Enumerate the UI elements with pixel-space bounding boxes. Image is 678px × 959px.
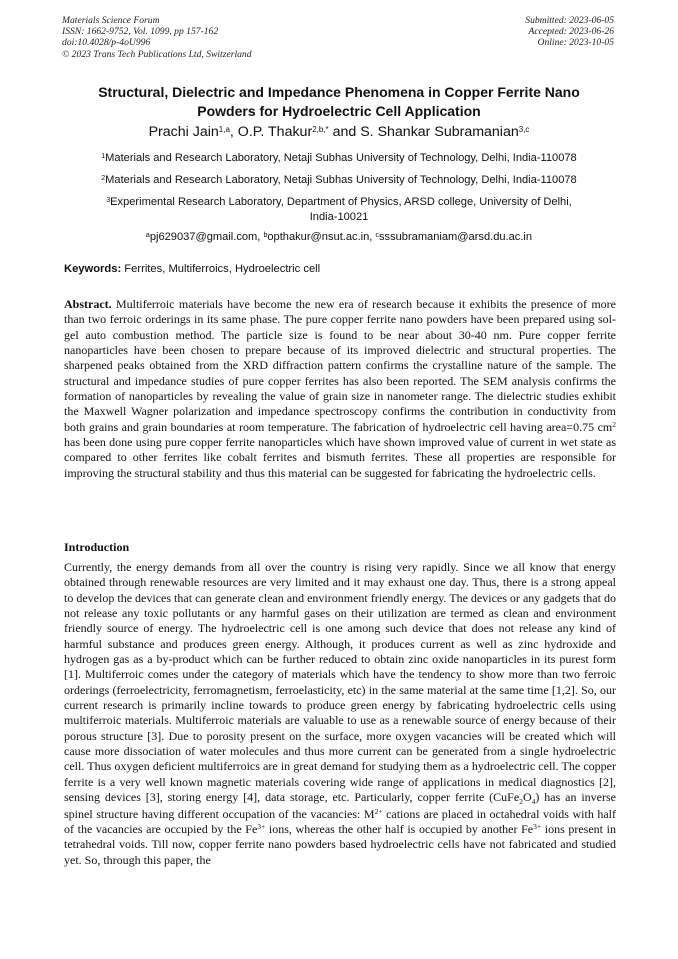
email-c-sup: c bbox=[375, 232, 379, 239]
affiliation-1-num: 1 bbox=[101, 153, 106, 160]
issn-volume: ISSN: 1662-9752, Vol. 1099, pp 157-162 bbox=[62, 26, 219, 38]
copyright: © 2023 Trans Tech Publications Ltd, Switzerland bbox=[62, 48, 252, 60]
online-date: Online: 2023-10-05 bbox=[537, 37, 614, 49]
abstract-text-2: has been done using pure copper ferrite nanoparticles which have shown improved value of current in wet state as compared to other ferrites like cobalt ferrites and bismuth ferrites. These all properties are responsible for improving the structural stability and thus this material can be suggested for fabricating the hydroelectric cells. bbox=[64, 435, 616, 480]
affiliation-2-num: 2 bbox=[101, 175, 106, 182]
intro-sub-4: 4 bbox=[531, 797, 536, 807]
affiliation-3-num: 3 bbox=[106, 197, 111, 204]
submitted-date: Submitted: 2023-06-05 bbox=[525, 15, 614, 26]
intro-text-4: cations are placed in octahedral voids with half of the vacancies are occupied by the Fe bbox=[64, 806, 617, 836]
abstract bbox=[64, 297, 616, 481]
title-line-1: Structural, Dielectric and Impedance Phenomena in Copper Ferrite Nano bbox=[98, 84, 580, 100]
intro-text-1: Currently, the energy demands from all over the country is rising very rapidly. Since we all know that energy obtained through renewable resources are very limited and it may exhaust one day. Thus, there is a strong appeal to develop the devices that can generate clean and environment friendly energy. The devices or any gadgets that do not release any toxic pollutants or any harmful gases on their utilization are termed as clean and environment friendly source of energy. The hydroelectric cell is one among such device that does not release any kind of harmful substance and produces green energy. Although, it produces current as well as zinc hydroxide and hydrogen gas as a by-product which can be further reduced to obtain zinc oxide nanoparticles in its purest form [1]. Multiferroic comes under the category of materials which have the tendency to show more than two ferroic orderings (ferroelectricity, ferromagnetism, ferroelasticity, etc) in the same material at the same time [1,2]. So, our current research is primarily incline towards to produce green energy by fabricating hydroelectric cells using multiferroic materials. Multiferroic materials are valuable to use as a renewable source of energy because of their porous structure [3]. Due to porosity present on the surface, more oxygen vacancies will be created which will cause more dissociation of water molecules and thus more current can be generated from a single hydroelectric cell. Thus oxygen deficient multiferroics are in great demand for studying them as a hydroelectric cell. The copper ferrite is a very well known magnetic materials covering wide range of applications in medical diagnostics [2], sensing devices [3], storing energy [4], data storage, etc. Particularly, copper ferrite (CuFe bbox=[64, 560, 616, 805]
affiliation-3-line-2: India-10021 bbox=[309, 210, 369, 223]
affiliation-2 bbox=[62, 173, 616, 188]
intro-text-3: ) has an inverse spinel structure having different occupation of the vacancies: M bbox=[64, 790, 616, 821]
journal-header bbox=[62, 15, 252, 60]
intro-sup-fe-2: 3+ bbox=[533, 821, 542, 831]
dates-header bbox=[525, 15, 614, 49]
paper-title bbox=[50, 83, 628, 121]
email-b-sup: b bbox=[263, 232, 268, 239]
affiliation-3-line-1: Experimental Research Laboratory, Department of Physics, ARSD college, University of Delhi, bbox=[110, 196, 572, 208]
doi[interactable]: doi:10.4028/p-4oU996 bbox=[62, 37, 151, 49]
affiliation-2-text: Materials and Research Laboratory, Netaji Subhas University of Technology, Delhi, India-110078 bbox=[105, 174, 577, 186]
author-3-sup: 3,c bbox=[518, 125, 530, 134]
journal-name: Materials Science Forum bbox=[62, 15, 160, 26]
email-a-sup: a bbox=[145, 232, 150, 239]
author-3-name: S. Shankar Subramanian bbox=[360, 124, 519, 140]
intro-text-2: O bbox=[522, 790, 532, 805]
email-b[interactable]: opthakur@nsut.ac.in, bbox=[267, 231, 376, 243]
email-c[interactable]: sssubramaniam@arsd.du.ac.in bbox=[378, 231, 533, 243]
email-list bbox=[62, 230, 616, 245]
intro-text-6: ions present in tetrahedral voids. Till now, copper ferrite nano powders based hydroelectric cells have not fabricated and studied yet. So, through this paper, the bbox=[64, 821, 616, 867]
abstract-sup-2: 2 bbox=[612, 419, 616, 429]
affiliation-1 bbox=[62, 151, 616, 166]
keywords-text: Ferrites, Multiferroics, Hydroelectric cell bbox=[121, 263, 321, 275]
introduction-body bbox=[64, 560, 616, 868]
title-line-2: Powders for Hydroelectric Cell Application bbox=[197, 103, 481, 119]
keywords-label: Keywords: bbox=[64, 263, 122, 275]
author-2-name: O.P. Thakur bbox=[237, 124, 313, 140]
intro-text-5: ions, whereas the other half is occupied by another Fe bbox=[265, 821, 534, 836]
intro-sup-m: 2+ bbox=[374, 806, 383, 816]
abstract-text-1: Multiferroic materials have become the new era of research because it exhibits the presence of more than two ferroic orderings in its same phase. The pure copper ferrite nano powders have been prepared using sol-gel auto combustion method. The particle size is found to be near about 30-40 nm. Pure copper ferrite nanoparticles have been chosen to prepare because of its improved dielectric and structural properties. The sharpened peaks obtained from the XRD diffraction pattern confirms the crystalline nature of the sample. The structural and impedance studies of pure copper ferrites has also been reported. The SEM analysis confirms the formation of nanoparticles by revealing the value of grain size in nanometer range. The dielectric studies exhibit the Maxwell Wagner polarization and impedance spectroscopy confirms the contribution in conductivity from both grains and grain boundaries at room temperature. The fabrication of hydroelectric cell having area=0.75 cm bbox=[64, 297, 616, 434]
abstract-label: Abstract. bbox=[64, 297, 112, 311]
affiliation-1-text: Materials and Research Laboratory, Netaji Subhas University of Technology, Delhi, India-110078 bbox=[105, 152, 577, 164]
introduction-heading: Introduction bbox=[64, 540, 130, 554]
keywords bbox=[64, 263, 320, 275]
author-separator-1: , bbox=[229, 124, 238, 140]
author-separator-2: and bbox=[328, 124, 361, 140]
affiliation-3 bbox=[62, 195, 616, 224]
author-list bbox=[40, 123, 638, 141]
author-1-sup: 1,a bbox=[218, 125, 230, 134]
accepted-date: Accepted: 2023-06-26 bbox=[528, 26, 614, 38]
email-a[interactable]: pj629037@gmail.com, bbox=[149, 231, 264, 243]
intro-sup-fe-1: 3+ bbox=[257, 821, 266, 831]
author-2-sup: 2,b,* bbox=[312, 125, 329, 134]
intro-sub-2: 2 bbox=[519, 797, 523, 807]
author-1-name: Prachi Jain bbox=[148, 124, 219, 140]
